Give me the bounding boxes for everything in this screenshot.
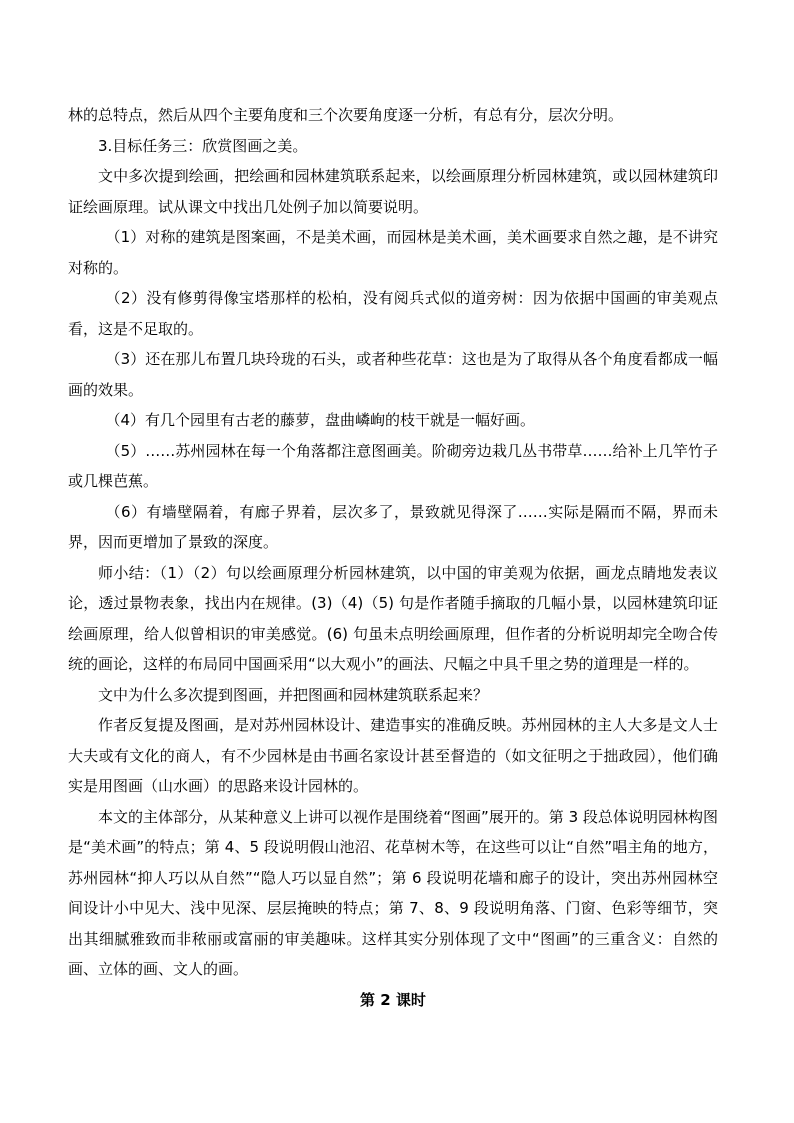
paragraph-example-5: （5）……苏州园林在每一个角落都注意图画美。阶砌旁边栽几丛书带草……给补上几竿竹子或几棵芭蕉。 [68,441,718,490]
paragraph-example-2: （2）没有修剪得像宝塔那样的松柏，没有阅兵式似的道旁树：因为依据中国画的审美观点看，这是不足取的。 [68,289,718,338]
paragraph-main-body: 本文的主体部分，从某种意义上讲可以视作是围绕着“图画”展开的。第 3 段总体说明园林构图是“美术画”的特点；第 4、5 段说明假山池沼、花草树木等，在这些可以让“自然”唱主角的地方，苏州园林“抑人巧以从自然”“隐人巧以显自然”；第 6 段说明花墙和廊子的设计，突出苏州园林空间设计小中见大、浅中见深、层层掩映的特点；第 7、8、9 段说明角落、门窗、色彩等细节，突出其细腻雅致而非秾丽或富丽的审美趣味。这样其实分别体现了文中“图画”的三重含义：自然的画、立体的画、文人的画。 [68,807,718,978]
paragraph-task3-title: 3.目标任务三：欣赏图画之美。 [98,136,308,155]
document-body [68,100,718,1015]
paragraph-answer-why: 作者反复提及图画，是对苏州园林设计、建造事实的准确反映。苏州园林的主人大多是文人士大夫或有文化的商人，有不少园林是由书画名家设计甚至督造的（如文征明之于拙政园），他们确实是用图画（山水画）的思路来设计园林的。 [68,716,718,795]
paragraph-example-4: （4）有几个园里有古老的藤萝，盘曲嶙峋的枝干就是一幅好画。 [105,411,536,429]
paragraph-example-6: （6）有墙壁隔着，有廊子界着，层次多了，景致就见得深了……实际是隔而不隔，界而未界，因而更增加了景致的深度。 [68,502,718,551]
lesson-heading: 第 2 课时 [360,990,426,1009]
paragraph-example-1: （1）对称的建筑是图案画，不是美术画，而园林是美术画，美术画要求自然之趣，是不讲究对称的。 [68,228,718,277]
paragraph-intro-tail: 林的总特点，然后从四个主要角度和三个次要角度逐一分析，有总有分，层次分明。 [68,106,624,124]
paragraph-task3-question: 文中多次提到绘画，把绘画和园林建筑联系起来，以绘画原理分析园林建筑，或以园林建筑印证绘画原理。试从课文中找出几处例子加以简要说明。 [68,167,718,216]
paragraph-example-3: （3）还在那儿布置几块玲珑的石头，或者种些花草：这也是为了取得从各个角度看都成一幅画的效果。 [68,350,718,399]
paragraph-teacher-summary: 师小结：（1）（2）句以绘画原理分析园林建筑，以中国的审美观为依据，画龙点睛地发表议论，透过景物表象，找出内在规律。(3)（4)（5) 句是作者随手摘取的几幅小景，以园林建筑印证绘画原理，给人似曾相识的审美感觉。(6) 句虽未点明绘画原理，但作者的分析说明却完全吻合传统的画论，这样的布局同中国画采用“以大观小”的画法、尺幅之中具千里之势的道理是一样的。 [68,563,718,673]
paragraph-question-why: 文中为什么多次提到图画，并把图画和园林建筑联系起来？ [98,685,489,704]
